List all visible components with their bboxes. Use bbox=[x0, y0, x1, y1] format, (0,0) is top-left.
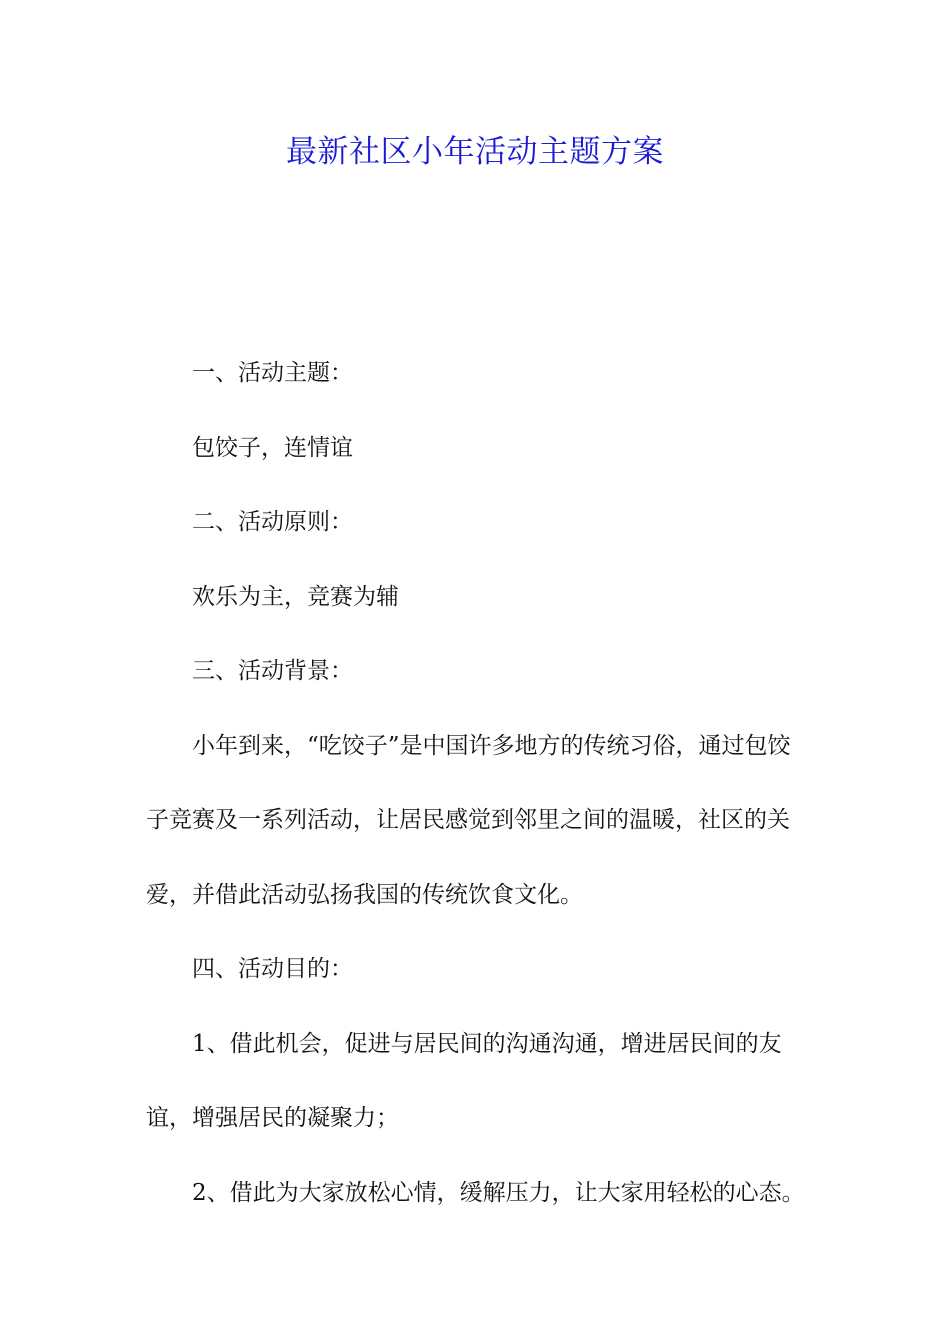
section-heading-principle: 二、活动原则： bbox=[192, 509, 353, 535]
section-heading-theme: 一、活动主题： bbox=[192, 360, 353, 386]
paragraph-theme: 包饺子，连情谊 bbox=[192, 434, 353, 461]
section-heading-purpose: 四、活动目的： bbox=[192, 956, 353, 982]
paragraph-principle: 欢乐为主，竞赛为辅 bbox=[192, 583, 399, 610]
paragraph-purpose-2: 2、借此为大家放松心情，缓解压力，让大家用轻松的心态。 bbox=[192, 1179, 805, 1206]
document-title: 最新社区小年活动主题方案 bbox=[286, 134, 664, 170]
section-heading-background: 三、活动背景： bbox=[192, 658, 353, 684]
document-body bbox=[146, 336, 811, 1230]
paragraph-purpose-1: 1、借此机会，促进与居民间的沟通沟通，增进居民间的友谊，增强居民的凝聚力； bbox=[146, 1030, 782, 1131]
paragraph-background: 小年到来，“吃饺子”是中国许多地方的传统习俗，通过包饺子竞赛及一系列活动，让居民感觉到邻里之间的温暖，社区的关爱，并借此活动弘扬我国的传统饮食文化。 bbox=[146, 732, 791, 908]
